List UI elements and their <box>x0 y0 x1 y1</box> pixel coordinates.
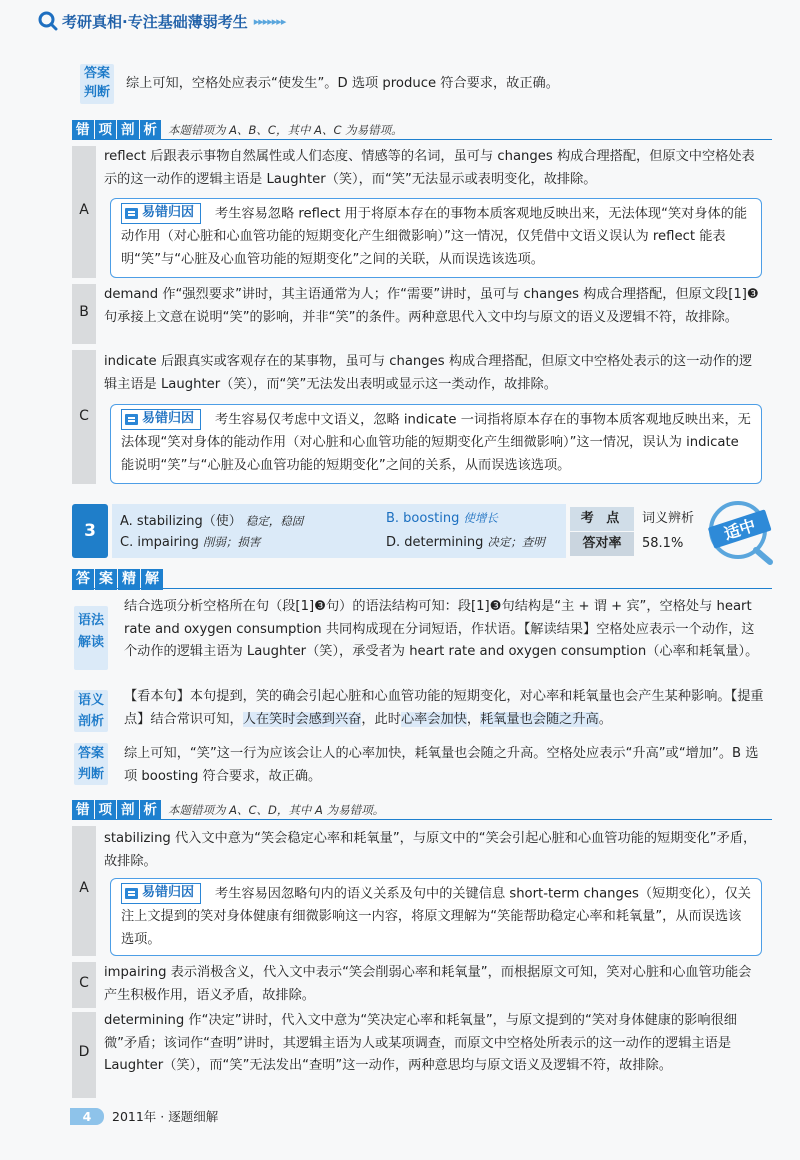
option-c: C. impairing 削弱；损害 <box>120 535 261 550</box>
correct-rate-key: 答对率 <box>570 532 634 556</box>
option-b-analysis: demand 作“强烈要求”讲时，其主语通常为人；作“需要”讲时，虽可与 changes 构成合理搭配，但原文段[1]❸句承接上文意在说明“笑”的影响，并非“笑”的条件。两种意思代入文中均与原文的语义及逻辑不符，故排除。 <box>104 287 759 325</box>
header-arrows: ▸▸▸▸▸▸▸ <box>253 14 286 28</box>
highlight-heart-rate: 心率会加快 <box>400 711 467 727</box>
mistake-label: 易错归因 <box>121 203 201 224</box>
page-header <box>38 8 285 34</box>
option-c-bar: C <box>72 350 96 484</box>
difficulty-stamp-icon <box>700 494 782 566</box>
option-d2-bar: D <box>72 1012 96 1098</box>
correct-rate-value: 58.1% <box>642 536 684 551</box>
answer-analysis-heading: 答 案 精 解 <box>72 568 772 590</box>
mistake-icon <box>125 414 138 425</box>
option-b-bar: B <box>72 284 96 344</box>
semantic-text: 【看本句】本句提到，笑的确会引起心脏和心血管功能的短期变化，对心率和耗氧量也会产生某种影响。【提重点】结合常识可知，人在笑时会感到兴奋，此时心率会加快，耗氧量也会随之升高。 <box>124 689 764 727</box>
stamp-label: 适中 <box>721 515 759 544</box>
footer-text: 2011年 · 逐题细解 <box>112 1109 219 1124</box>
option-d2-analysis: determining 作“决定”讲时，代入文中意为“笑决定心率和耗氧量”，与原文提到的“笑对身体健康的影响很细微”矛盾；该词作“查明”讲时，其逻辑主语为人或某项调查，而原文中空格处所表示的这一动作的逻辑主语是 Laughter（笑），而“笑”无法发出“查明”这一动作，两种意思均与原文语义及逻辑不符，故排除。 <box>104 1013 737 1073</box>
highlight-excited: 人在笑时会感到兴奋 <box>242 711 362 727</box>
brand-title: 考研真相·专注基础薄弱考生 <box>62 12 248 31</box>
magnifier-logo-icon <box>38 11 58 31</box>
question-number: 3 <box>72 504 108 558</box>
mistake-box-a: 易错归因 考生容易忽略 reflect 用于将原本存在的事物本质客观地反映出来，无法体现“笑对身体的能动作用（对心脏和心血管功能的短期变化产生细微影响）”这一情况，仅凭借中文语义误认为 reflect 能表明“笑”与“心脏及心血管功能的短期变化”之间的关联，从而误选该选项。 <box>110 198 762 278</box>
option-c2-bar: C <box>72 962 96 1008</box>
mistake-label: 易错归因 <box>121 883 201 904</box>
grammar-text: 结合选项分析空格所在句（段[1]❸句）的语法结构可知：段[1]❸句结构是“主 + 谓 + 宾”，空格处与 heart rate and oxygen consumption 共同构成现在分词短语，作状语。【解读结果】空格处应表示一个动作，这个动作的逻辑主语为 Laughter（笑），承受者为 heart rate and oxygen consumption（心率和耗氧量）。 <box>124 599 759 659</box>
option-a-bar: A <box>72 146 96 278</box>
error-note-2: 本题错项为 A、C、D，其中 A 为易错项。 <box>168 803 385 817</box>
semantic-tag: 语义 剖析 <box>74 690 108 732</box>
option-b-correct: B. boosting 使增长 <box>386 511 498 526</box>
page-footer <box>70 1106 218 1126</box>
answer-verdict-text: 综上可知，“笑”这一行为应该会让人的心率加快，耗氧量也会随之升高。空格处应表示“升高”或“增加”。B 选项 boosting 符合要求，故正确。 <box>124 746 759 784</box>
mistake-icon <box>125 888 138 899</box>
mistake-icon <box>125 208 138 219</box>
error-note: 本题错项为 A、B、C，其中 A、C 为易错项。 <box>168 123 403 137</box>
page-number: 4 <box>70 1108 104 1125</box>
option-d: D. determining 决定；查明 <box>386 535 545 550</box>
error-analysis-heading-2: 错 项 剖 析 本题错项为 A、C、D，其中 A 为易错项。 <box>72 800 772 820</box>
mistake-box-a2: 易错归因 考生容易因忽略句内的语义关系及句中的关键信息 short-term changes（短期变化），仅关注上文提到的笑对身体健康有细微影响这一内容，将原文理解为“笑能帮助稳定心率和耗氧量”，从而误选该选项。 <box>110 878 762 956</box>
verdict-text: 综上可知，空格处应表示“使发生”。D 选项 produce 符合要求，故正确。 <box>126 76 559 91</box>
grammar-tag: 语法 解读 <box>74 606 108 670</box>
answer-verdict-tag: 答案 判断 <box>74 743 108 785</box>
option-a-analysis: reflect 后跟表示事物自然属性或人们态度、情感等的名词，虽可与 changes 构成合理搭配，但原文中空格处表示的这一动作的逻辑主语是 Laughter（笑），而“笑”无法显示或表明变化，故排除。 <box>104 149 755 187</box>
highlight-oxygen: 耗氧量也会随之升高 <box>480 711 599 727</box>
test-point-key: 考 点 <box>570 507 634 531</box>
verdict-tag: 答案 判断 <box>80 64 114 104</box>
mistake-label: 易错归因 <box>121 409 201 430</box>
option-a2-analysis: stabilizing 代入文中意为“笑会稳定心率和耗氧量”，与原文中的“笑会引起心脏和心血管功能的短期变化”矛盾，故排除。 <box>104 831 757 869</box>
mistake-box-c: 易错归因 考生容易仅考虑中文语义，忽略 indicate 一词指将原本存在的事物本质客观地反映出来，无法体现“笑对身体的能动作用（对心脏和心血管功能的短期变化产生细微影响）”这一情况，误认为 indicate 能说明“笑”与“心脏及心血管功能的短期变化”之间的关系，从而误选该选项。 <box>110 404 762 484</box>
question-options <box>112 504 566 558</box>
option-c2-analysis: impairing 表示消极含义，代入文中表示“笑会削弱心率和耗氧量”，而根据原文可知，笑对心脏和心血管功能会产生积极作用，语义矛盾，故排除。 <box>104 965 752 1003</box>
option-c-analysis: indicate 后跟真实或客观存在的某事物，虽可与 changes 构成合理搭配，但原文中空格处表示的这一动作的逻辑主语是 Laughter（笑），而“笑”无法发出表明或显示这一类动作，故排除。 <box>104 354 753 392</box>
option-a: A. stabilizing（使） 稳定，稳固 <box>120 514 304 529</box>
test-point-value: 词义辨析 <box>642 511 695 526</box>
error-analysis-heading: 错 项 剖 析 本题错项为 A、B、C，其中 A、C 为易错项。 <box>72 120 772 140</box>
option-a2-bar: A <box>72 826 96 956</box>
